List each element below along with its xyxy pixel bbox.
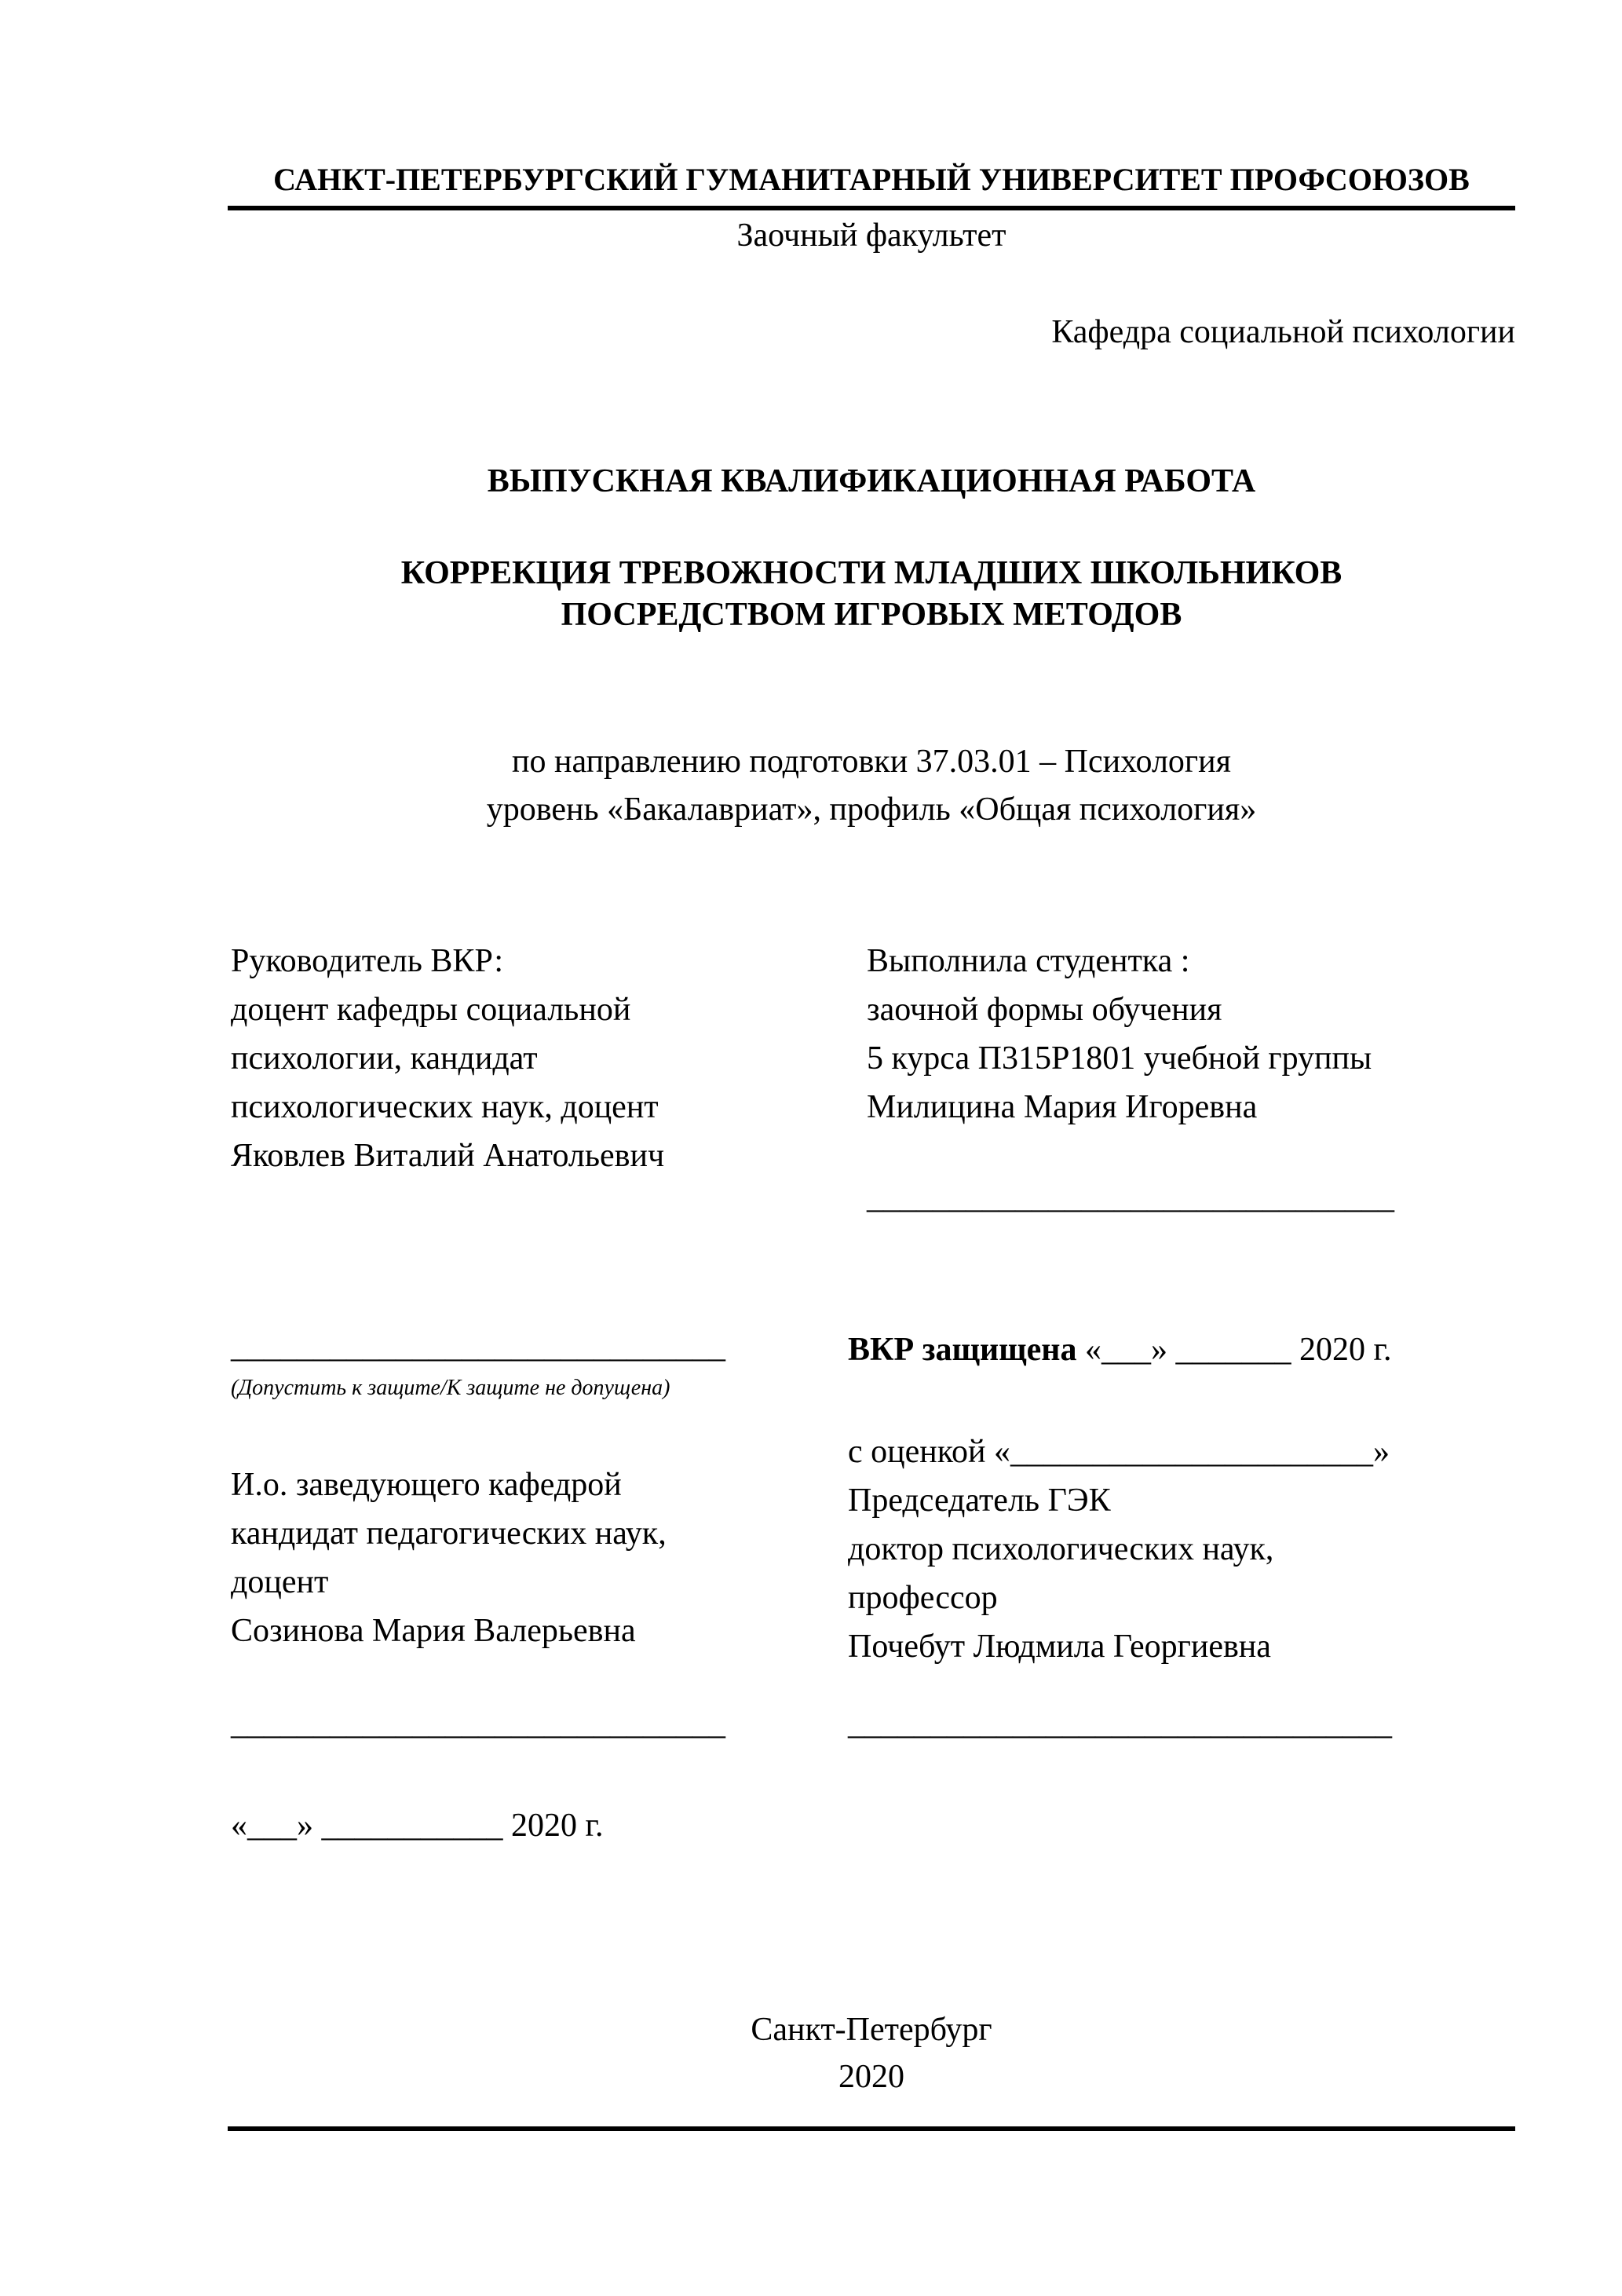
head-line: И.о. заведующего кафедрой: [231, 1467, 622, 1503]
chair-line: Председатель ГЭК: [848, 1483, 1111, 1519]
student-name: Милицина Мария Игоревна: [867, 1089, 1258, 1125]
header-divider: [228, 206, 1515, 210]
topic-title-line1: КОРРЕКЦИЯ ТРЕВОЖНОСТИ МЛАДШИХ ШКОЛЬНИКОВ: [400, 555, 1343, 591]
department-name: Кафедра социальной психологии: [1051, 314, 1515, 350]
defense-block: [848, 1428, 1390, 1671]
defended-date: «___» _______ 2020 г.: [1076, 1332, 1392, 1368]
supervisor-line: психологических наук, доцент: [231, 1089, 659, 1125]
supervisor-line: психологии, кандидат: [231, 1040, 538, 1077]
footer-city: Санкт-Петербург: [751, 2012, 992, 2048]
work-type-title: ВЫПУСКНАЯ КВАЛИФИКАЦИОННАЯ РАБОТА: [487, 463, 1256, 499]
footer-year: 2020: [838, 2059, 904, 2095]
university-name: САНКТ-ПЕТЕРБУРГСКИЙ ГУМАНИТАРНЫЙ УНИВЕРСИТЕТ ПРОФСОЮЗОВ: [273, 162, 1470, 197]
topic-title-line2: ПОСРЕДСТВОМ ИГРОВЫХ МЕТОДОВ: [561, 597, 1182, 633]
footer-divider: [228, 2126, 1515, 2131]
defense-line: [848, 1330, 1391, 1369]
direction-line1: по направлению подготовки 37.03.01 – Психология: [512, 744, 1231, 780]
supervisor-name: Яковлев Виталий Анатольевич: [231, 1138, 665, 1174]
student-signature-line: ________________________________: [867, 1179, 1394, 1216]
supervisor-line: доцент кафедры социальной: [231, 992, 631, 1028]
head-line: кандидат педагогических наук,: [231, 1515, 667, 1552]
student-label: Выполнила студентка :: [867, 943, 1190, 979]
direction-line2: уровень «Бакалавриат», профиль «Общая психология»: [486, 792, 1257, 828]
faculty-name: Заочный факультет: [736, 218, 1006, 254]
head-line: доцент: [231, 1564, 329, 1600]
chair-signature-line: _________________________________: [848, 1706, 1392, 1742]
admission-note: (Допустить к защите/К защите не допущена): [231, 1376, 670, 1400]
admission-date-line: «___» ___________ 2020 г.: [231, 1808, 604, 1844]
student-line: заочной формы обучения: [867, 992, 1222, 1028]
chair-name: Почебут Людмила Георгиевна: [848, 1629, 1271, 1665]
defended-label: ВКР защищена: [848, 1332, 1077, 1368]
head-signature-line: ______________________________: [231, 1706, 725, 1742]
supervisor-label: Руководитель ВКР:: [231, 943, 504, 979]
chair-line: профессор: [848, 1580, 998, 1616]
supervisor-block: [231, 937, 664, 1180]
department-head-block: [231, 1461, 667, 1655]
head-name: Созинова Мария Валерьевна: [231, 1613, 636, 1649]
grade-line: с оценкой «______________________»: [848, 1434, 1390, 1470]
admission-signature-line: ______________________________: [231, 1329, 725, 1365]
student-block: [867, 937, 1372, 1132]
chair-line: доктор психологических наук,: [848, 1531, 1274, 1567]
student-line: 5 курса П315Р1801 учебной группы: [867, 1040, 1372, 1077]
